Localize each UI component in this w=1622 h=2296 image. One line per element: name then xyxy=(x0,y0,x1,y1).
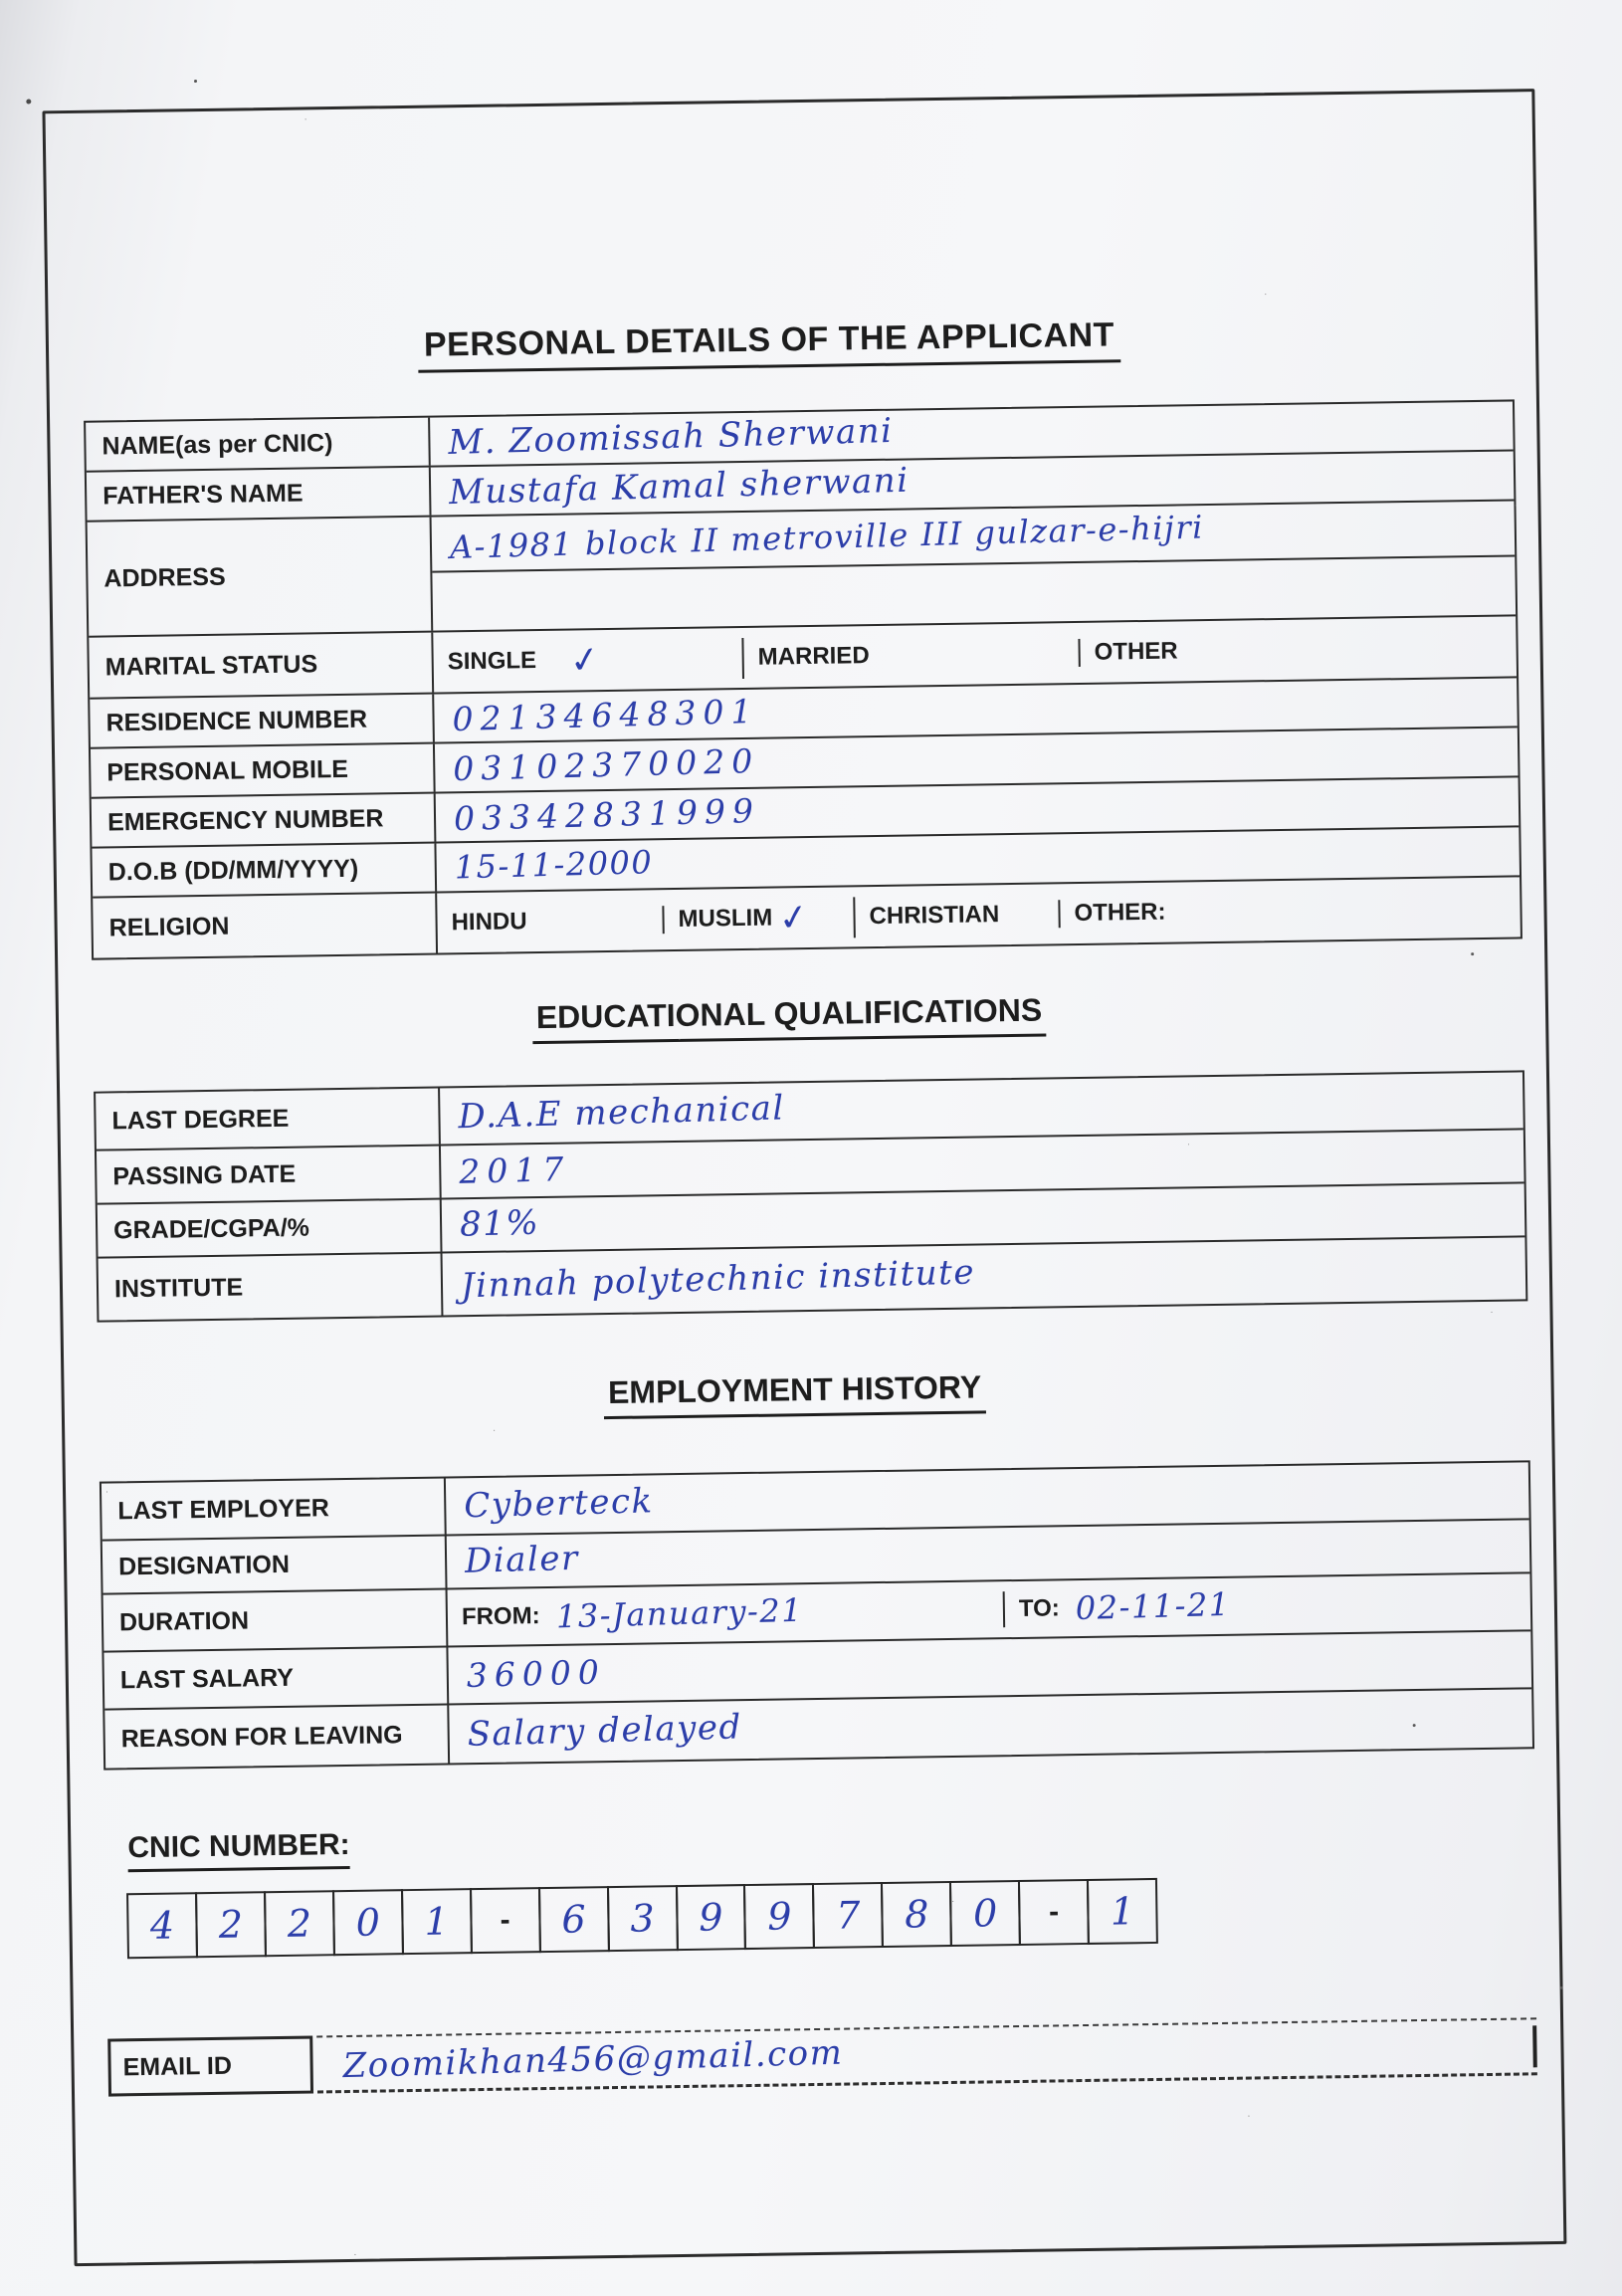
cnic-digit-cell: 7 xyxy=(812,1882,884,1949)
personal-mobile-value: 03102370020 xyxy=(452,740,760,789)
cnic-digit-cell: 0 xyxy=(949,1880,1021,1947)
cnic-digit-cell: 1 xyxy=(401,1888,473,1955)
cnic-dash-cell: - xyxy=(1018,1879,1090,1946)
grade-label: GRADE/CGPA/% xyxy=(98,1200,443,1257)
employment-heading-text: EMPLOYMENT HISTORY xyxy=(604,1368,986,1419)
grade-value: 81% xyxy=(459,1202,540,1246)
cnic-digit-cell: 0 xyxy=(332,1889,404,1956)
cnic-digit-cell: 6 xyxy=(538,1886,610,1953)
marital-option-single xyxy=(433,637,744,683)
religion-option-other-label: OTHER: xyxy=(1074,898,1166,928)
cnic-digit-cell: 4 xyxy=(126,1892,198,1959)
row-address xyxy=(88,501,1517,637)
passing-date-value: 2017 xyxy=(458,1148,571,1191)
cnic-dash-cell: - xyxy=(470,1887,541,1954)
duration-from-cell xyxy=(448,1592,1005,1635)
employment-table xyxy=(100,1460,1534,1770)
duration-to-cell xyxy=(1005,1584,1530,1627)
email-id-value: Zoomikhan456@gmail.com xyxy=(342,2032,844,2086)
father-name-label: FATHER'S NAME xyxy=(87,468,432,521)
address-value: A-1981 block II metroville III gulzar-e-hijri xyxy=(449,508,1205,567)
religion-option-christian-label: CHRISTIAN xyxy=(869,901,1000,931)
reason-for-leaving-value: Salary delayed xyxy=(467,1707,743,1756)
emergency-number-value: 03342831999 xyxy=(453,790,761,839)
education-table xyxy=(94,1070,1527,1322)
name-label: NAME(as per CNIC) xyxy=(86,418,431,471)
cnic-digit-cell: 8 xyxy=(881,1881,952,1948)
duration-to-label: TO: xyxy=(1018,1594,1060,1622)
marital-option-single-label: SINGLE xyxy=(447,647,537,676)
cnic-heading xyxy=(127,1828,350,1872)
religion-option-muslim-label: MUSLIM xyxy=(678,904,773,933)
religion-option-other xyxy=(1060,898,1179,928)
father-name-value: Mustafa Kamal sherwani xyxy=(448,460,911,514)
form-title-text: PERSONAL DETAILS OF THE APPLICANT xyxy=(418,315,1121,372)
last-degree-label: LAST DEGREE xyxy=(96,1089,441,1149)
cnic-digit-cell: 2 xyxy=(195,1891,267,1958)
email-id-label: EMAIL ID xyxy=(107,2036,313,2097)
marital-option-married-label: MARRIED xyxy=(757,642,870,671)
last-employer-value: Cyberteck xyxy=(463,1481,655,1527)
address-field xyxy=(432,501,1517,630)
religion-option-muslim xyxy=(664,897,856,940)
personal-details-table xyxy=(84,399,1522,959)
cnic-digit-cell: 1 xyxy=(1087,1878,1158,1945)
name-value: M. Zoomissah Sherwani xyxy=(447,411,895,464)
last-degree-value: D.A.E mechanical xyxy=(457,1088,786,1138)
residence-number-value: 02134648301 xyxy=(452,691,759,739)
religion-check-icon: ✓ xyxy=(775,895,812,940)
marital-option-married xyxy=(743,639,1080,672)
marital-option-other-label: OTHER xyxy=(1094,637,1178,666)
last-salary-value: 36000 xyxy=(466,1652,607,1695)
personal-mobile-label: PERSONAL MOBILE xyxy=(91,744,436,797)
address-label: ADDRESS xyxy=(88,518,434,636)
duration-label: DURATION xyxy=(103,1589,449,1650)
designation-value: Dialer xyxy=(464,1539,580,1582)
last-salary-label: LAST SALARY xyxy=(103,1647,449,1708)
cnic-heading-text: CNIC NUMBER: xyxy=(127,1828,350,1872)
cnic-digit-cell: 9 xyxy=(675,1884,746,1951)
cnic-digit-cell: 2 xyxy=(264,1890,335,1957)
residence-number-label: RESIDENCE NUMBER xyxy=(90,695,435,747)
dob-label: D.O.B (DD/MM/YYYY) xyxy=(92,844,437,897)
last-employer-label: LAST EMPLOYER xyxy=(101,1478,447,1539)
duration-from-value: 13-January-21 xyxy=(555,1591,804,1636)
religion-option-hindu-label: HINDU xyxy=(451,908,527,937)
cnic-digit-cell: 3 xyxy=(607,1885,679,1952)
cnic-digit-cell: 9 xyxy=(743,1883,815,1950)
religion-label: RELIGION xyxy=(93,894,438,958)
reason-for-leaving-label: REASON FOR LEAVING xyxy=(104,1705,450,1768)
religion-option-hindu xyxy=(437,906,664,937)
education-heading-text: EDUCATIONAL QUALIFICATIONS xyxy=(532,991,1047,1044)
duration-to-value: 02-11-21 xyxy=(1075,1585,1232,1628)
institute-label: INSTITUTE xyxy=(99,1254,444,1321)
duration-from-label: FROM: xyxy=(461,1602,540,1631)
emergency-number-label: EMERGENCY NUMBER xyxy=(92,794,437,847)
designation-label: DESIGNATION xyxy=(102,1536,448,1592)
dob-value: 15-11-2000 xyxy=(454,843,654,887)
institute-value: Jinnah polytechnic institute xyxy=(460,1252,976,1307)
marital-check-icon: ✓ xyxy=(567,637,604,683)
religion-option-christian xyxy=(855,900,1060,931)
marital-option-other xyxy=(1080,637,1191,667)
passing-date-label: PASSING DATE xyxy=(97,1147,442,1203)
marital-status-label: MARITAL STATUS xyxy=(89,633,434,698)
